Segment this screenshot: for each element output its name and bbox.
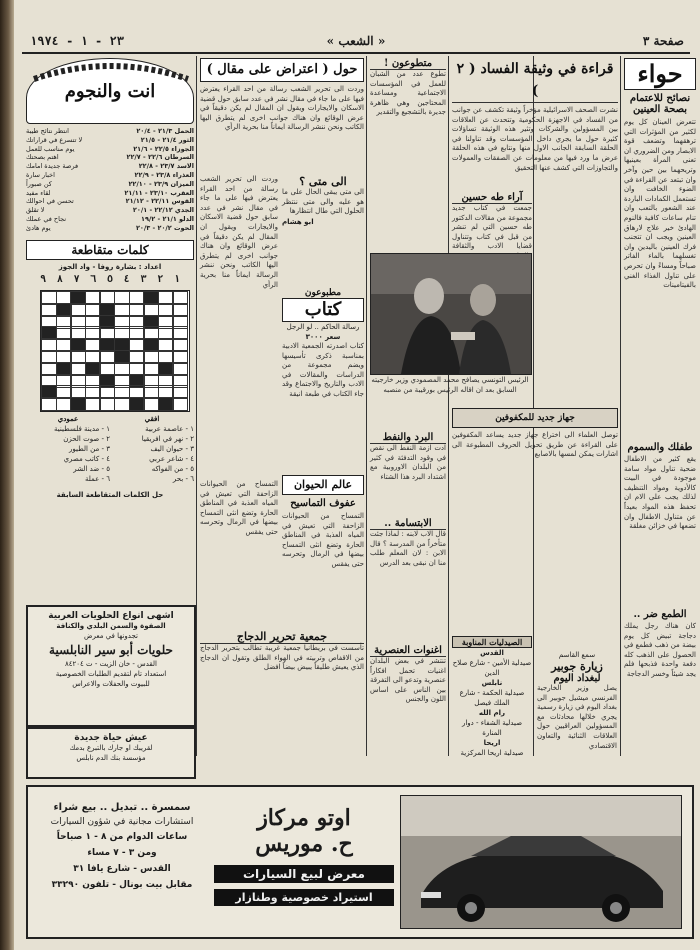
crossword-cell[interactable]	[130, 339, 144, 351]
pharmacy-city-4: اريحا	[483, 739, 501, 747]
crossword-digit: ٢	[157, 274, 164, 285]
auto-strip-2: استيراد خصوصية وطنازار	[214, 889, 394, 906]
crossword-clue-across: ٣ - حيوان اليف	[150, 445, 194, 453]
device-header-strip	[452, 408, 618, 428]
crossword-cell[interactable]	[115, 386, 129, 398]
hawwa-title: حواء	[624, 58, 696, 90]
horoscope-sign-row	[26, 171, 194, 180]
crossword-black-cell	[130, 398, 144, 410]
crossword-cell[interactable]	[159, 304, 173, 316]
horoscope-sign-text: لا تتسرع في قراراتك	[26, 135, 83, 144]
crossword-digit-row	[26, 274, 194, 285]
crossword-cell[interactable]	[86, 398, 100, 410]
horoscope-sign-text: يوم مناسب للعمل	[26, 144, 75, 153]
crossword-cell[interactable]	[144, 363, 158, 375]
crossword-cell[interactable]	[144, 327, 158, 339]
crossword-cell[interactable]	[115, 327, 129, 339]
across-label: افقي	[144, 414, 160, 423]
crossword-black-cell	[42, 386, 56, 398]
crossword-cell[interactable]	[57, 327, 71, 339]
book-title: كتاب	[282, 298, 364, 322]
crossword-cell[interactable]	[130, 363, 144, 375]
crossword-clue-across: ٥ - من الفواكه	[151, 465, 194, 473]
animals-article	[282, 475, 364, 625]
crossword-black-cell	[159, 398, 173, 410]
crossword-digit: ٣	[140, 274, 147, 285]
objection-article	[200, 58, 364, 168]
racist-body: تنتشر في بعض البلدان اغنيات تحمل افكاراً عنصرية وتدعو الى التفرقة بين الناس على اساس اللون والجنس	[370, 657, 446, 704]
crossword-clue-across: ٤ - شاعر عربي	[149, 455, 194, 463]
pharmacy-city-2: نابلس	[481, 679, 503, 687]
hawwa-body: تتعرض العينان كل يوم لكثير من المؤثرات التي ترهقهما وتضعف قوة الابصار ومن الضروري ان تعنى المرأة بعينيها وتريحهما بين حين وآخر وان تبتعد عن القراءة في الضوء الخافت وان تستعمل الكمادات الباردة عند الشعور بالتعب وان تنام ساعات كافية فالنوم الهادئ خير علاج لارهاق العينين ويجب ان تتجنب فرك العينين باليدين وان تغسلهما بالماء الفاتر صباحاً ومساءً وان تحرص على تناول الغذاء الغني بالفيتامينات	[624, 118, 696, 290]
crossword-black-cell	[115, 351, 129, 363]
hawwa-subtitle-1: نصائح للاعتمام	[629, 93, 691, 104]
volunteers-title: متطوعون !	[370, 58, 446, 70]
hawwa-subhead-1: طفلك والسموم	[627, 442, 693, 453]
until-when-signoff: ابو هشام	[282, 217, 314, 226]
volunteers-article	[370, 58, 446, 248]
page-label: صفحة ٣	[642, 34, 684, 48]
horoscope-sign-text: كن صبوراً	[26, 179, 52, 188]
horoscope-sign-row	[26, 224, 194, 233]
crossword-cell[interactable]	[130, 351, 144, 363]
photo-caption: الرئيس التونسي يصافح محمد المصمودي وزير خارجيته السابق بعد ان اقاله الرئيس بورقيبة من منصبه	[371, 376, 529, 394]
horoscope-sign-text: لا تقلق	[26, 206, 45, 215]
pharmacy-line-2: صيدلية الحكمة - شارع الملك فيصل	[459, 689, 525, 707]
horoscope-sign-name: الميزان ٢٣/٩ - ٢٢/١٠	[128, 179, 194, 188]
crossword-cell[interactable]	[144, 398, 158, 410]
horoscope-sign-text: انتظر نتائج طيبة	[26, 127, 69, 135]
crossword-cell[interactable]	[173, 363, 187, 375]
crossword-cell[interactable]	[71, 363, 85, 375]
horoscope-sign-row	[26, 153, 194, 162]
hawwa-subbody-1: يقع كثير من الاطفال ضحية تناول مواد سامة موجودة في البيت كالأدوية ومواد التنظيف لذلك يجب على الام ان تحفظ هذه المواد بعيداً عن متناول الاطفال وان تضعها في خزائن مغلقة	[624, 455, 696, 531]
crossword-cell[interactable]	[115, 375, 129, 387]
auto-line6: مقابل بيت بونال - تلفون ٣٣٢٩٠	[51, 880, 193, 890]
crossword-cell[interactable]	[173, 375, 187, 387]
horoscope-sign-text: فرصة جديدة امامك	[26, 162, 79, 171]
volunteers-body: تطوع عدد من الشبان للعمل في المؤسسات الاجتماعية ومساعدة المحتاجين وهي ظاهرة جديرة بالتشجيع والتقدير	[370, 70, 446, 117]
animals-label: عالم الحيوان	[282, 475, 364, 495]
crossword-clue-across: ٢ - نهر في افريقيا	[141, 435, 194, 443]
horoscope-sign-text: نجاح في عملك	[26, 214, 67, 223]
car-image	[401, 796, 681, 928]
jobert-subtitle: لبغداد اليوم	[553, 673, 601, 684]
crossword-cell[interactable]	[144, 375, 158, 387]
animals-body: التمساح من الحيوانات الزاحفة التي تعيش في المياه العذبة في المناطق الحارة وتضع انثى التمساح بيضها في الرمال وتحرسه حتى يفقس	[282, 512, 364, 568]
smile-title: الابتسامة ..	[370, 518, 446, 530]
taha-title: آراء طه حسين	[452, 192, 532, 204]
until-when-article	[282, 175, 364, 285]
crossword-black-cell	[42, 327, 56, 339]
crossword-cell[interactable]	[100, 398, 114, 410]
auto-line1: سمسرة .. تبديل .. بيع شراء	[53, 802, 191, 813]
crossword-clue-across: ٦ - بحر	[172, 475, 194, 483]
crossword-cell[interactable]	[100, 386, 114, 398]
smile-article	[370, 518, 446, 638]
crossword-digit: ٤	[123, 274, 130, 285]
crossword-grid[interactable]	[40, 290, 190, 412]
crossword-cell[interactable]	[57, 375, 71, 387]
crossword-cell[interactable]	[71, 351, 85, 363]
cold-oil-title: البرد والنفط	[370, 432, 446, 444]
sweets-brand: حلويات أبو سير النابلسية	[49, 643, 173, 657]
auto-line5: القدس - شارع يافا ٣١	[73, 864, 171, 874]
crossword-clue-across: ١ - عاصمة عربية	[145, 425, 194, 433]
horoscope-sign-name: الحمل ٢١/٣ - ٢٠/٤	[136, 127, 194, 135]
crossword-digit: ٩	[40, 274, 47, 285]
crossword-digit: ٥	[107, 274, 114, 285]
objection-continued: وردت الى تحرير الشعب رسالة من احد القراء يعترض فيها على ما جاء في مقال نشر في عدد سابق حول قضية الاسكان والايجارات ويقول ان المقال لم يكن دقيقاً في عرض الوقائع وان هناك جوانب اخرى لم يتطرق اليها الكاتب ونحن ننشر الرسالة ايماناً منا بحرية الرأي	[200, 175, 278, 289]
crossword-clue-down: ٢ - صوت الحزن	[63, 435, 110, 443]
crossword-black-cell	[130, 375, 144, 387]
crossword-cell[interactable]	[115, 292, 129, 304]
crossword-cell[interactable]	[86, 386, 100, 398]
horoscope-sign-name: القوس ٢٢/١١ - ٢١/١٢	[125, 197, 194, 206]
horoscope-sign-row	[26, 206, 194, 215]
until-when-body: الى متى يبقى الحال على ما هو عليه والى متى ننتظر الحلول التي طال انتظارها	[282, 188, 364, 216]
chicken-body: تأسست في بريطانيا جمعية غريبة تطالب بتحرير الدجاج من الاقفاص وتربيته في الهواء الطلق وتقول ان الدجاج الذي يعيش طليقاً يبيض بيضاً افضل	[200, 644, 364, 672]
horoscope-sign-row	[26, 162, 194, 171]
until-when-title: الى متى ؟	[299, 175, 347, 188]
sweets-line1: اشهى انواع الحلويات العربية	[48, 611, 174, 621]
device-body: توصل العلماء الى اختراع جهاز جديد يساعد المكفوفين على القراءة عن طريق تحويل الحروف المطبوعة الى اشارات يمكن لمسها بالاصابع	[452, 431, 618, 459]
paper-name: « الشعب »	[326, 34, 386, 48]
crossword-clue-down: ٤ - كاتب مصري	[63, 455, 110, 463]
crossword-title: كلمات متقاطعة	[26, 240, 194, 260]
crossword-cell[interactable]	[159, 339, 173, 351]
crossword-cell[interactable]	[42, 292, 56, 304]
crossword-black-cell	[71, 398, 85, 410]
crossword-clues	[26, 414, 194, 599]
crossword-black-cell	[100, 316, 114, 328]
auto-line3: ساعات الدوام من ٨ - ١ صباحاً	[56, 832, 188, 842]
crossword-cell[interactable]	[86, 304, 100, 316]
crossword-cell[interactable]	[71, 304, 85, 316]
photo-image	[371, 254, 531, 374]
racist-songs-article	[370, 645, 446, 755]
hawwa-subbody-2: كان هناك رجل يملك دجاجة تبيض كل يوم بيضة من ذهب فطمع في الحصول على الذهب كله دفعة واحدة فذبحها فلم يجد شيئاً وخسر الدجاجة	[624, 622, 696, 678]
horoscope-sign-name: الجدي ٢٢/١٢ - ٢٠/١	[132, 206, 194, 215]
horoscope-sign-name: العقرب ٢٣/١٠ - ٢١/١١	[124, 188, 194, 197]
crossword-black-cell	[115, 339, 129, 351]
crossword-cell[interactable]	[173, 316, 187, 328]
horoscope-sign-name: الاسد ٢٣/٧ - ٢٢/٨	[138, 162, 194, 171]
crossword-cell[interactable]	[42, 375, 56, 387]
crossword-black-cell	[144, 316, 158, 328]
horoscope-sign-text: يوم هادئ	[26, 223, 51, 232]
tunisia-president-photo	[370, 253, 532, 375]
crossword-cell[interactable]	[159, 327, 173, 339]
crossword-cell[interactable]	[173, 386, 187, 398]
book-price: سعر ٣٠٠٠	[305, 333, 341, 341]
horoscope-sign-text: تحسن في احوالك	[26, 197, 74, 206]
crossword-cell[interactable]	[173, 398, 187, 410]
pharmacy-line-3: صيدلية الشفاء - دوار المنارة	[461, 719, 523, 737]
crossword-cell[interactable]	[100, 292, 114, 304]
auto-line2: استشارات مجانية في شؤون السيارات	[50, 817, 194, 827]
page-binding	[0, 0, 14, 950]
crossword-cell[interactable]	[144, 304, 158, 316]
hawwa-subhead-2: الطمع ضر ..	[633, 609, 687, 620]
crossword-clue-down: ١ - مدينة فلسطينية	[54, 425, 110, 433]
crossword-cell[interactable]	[100, 327, 114, 339]
crossword-cell[interactable]	[57, 351, 71, 363]
hawwa-column	[624, 58, 696, 758]
pharmacy-line-1: صيدلية الأمين - شارع صلاح الدين	[452, 659, 532, 677]
sweets-line3: تجدونها في معرض	[84, 632, 138, 640]
crossword-cell[interactable]	[115, 398, 129, 410]
book-article	[282, 288, 364, 468]
animals-continued: التمساح من الحيوانات الزاحفة التي تعيش في المياه العذبة في المناطق الحارة وتضع انثى التمساح بيضها في الرمال وتحرسه حتى يفقس	[200, 480, 278, 536]
crossword-cell[interactable]	[173, 339, 187, 351]
zodiac-ring-icon	[29, 61, 193, 81]
crossword-black-cell	[86, 363, 100, 375]
horoscope-sign-row	[26, 136, 194, 145]
jobert-week-label: سمع القاسم	[558, 651, 596, 659]
auto-line4: ومن ٣ - ٧ مساء	[87, 848, 157, 858]
crossword-cell[interactable]	[159, 316, 173, 328]
crossword-cell[interactable]	[42, 398, 56, 410]
crossword-cell[interactable]	[71, 327, 85, 339]
crossword-cell[interactable]	[42, 339, 56, 351]
objection-body: وردت الى تحرير الشعب رسالة من احد القراء يعترض فيها على ما جاء في مقال نشر في عدد سابق حول قضية الاسكان والايجارات ويقول ان المقال لم يكن دقيقاً في عرض الوقائع وان هناك جوانب اخرى لم يتطرق اليها الكاتب ونحن ننشر الرسالة ايماناً منا بحرية الرأي	[200, 85, 364, 132]
crossword-cell[interactable]	[86, 316, 100, 328]
horoscope-signs	[26, 127, 194, 233]
auto-brand-1: اوتو مركاز	[257, 805, 351, 831]
horoscope-sign-row	[26, 127, 194, 136]
pharmacy-city-3: رام الله	[478, 709, 506, 717]
horoscope-sign-row	[26, 197, 194, 206]
horoscope-sign-name: السرطان ٢٢/٦ - ٢٢/٧	[126, 153, 194, 162]
crossword-cell[interactable]	[57, 386, 71, 398]
jobert-title: زيارة جوبير	[551, 660, 603, 673]
cold-oil-article	[370, 432, 446, 512]
sweets-line6: للبيوت والحفلات والاعراس	[72, 680, 150, 688]
crossword-cell[interactable]	[159, 292, 173, 304]
pharmacies-title: الصيدليات المناوبة	[452, 636, 532, 648]
crossword-black-cell	[159, 363, 173, 375]
crossword-cell[interactable]	[71, 386, 85, 398]
sweets-ad	[26, 605, 196, 727]
crossword-cell[interactable]	[173, 351, 187, 363]
crossword-cell[interactable]	[115, 363, 129, 375]
taha-body: جمعت في كتاب جديد مجموعة من مقالات الدكتور طه حسين التي لم تنشر من قبل في كتاب وتتناول قضايا الادب والثقافة	[452, 204, 532, 251]
corruption-title: قراءة في وثيقة الفساد ( ٢ )	[452, 58, 618, 103]
crossword-cell[interactable]	[42, 363, 56, 375]
crossword-digit: ٧	[73, 274, 80, 285]
horoscope-sign-name: الثور ٢١/٤ - ٢١/٥	[140, 135, 194, 144]
crossword-clue-down: ٥ - ضد الشر	[73, 465, 110, 473]
crossword-cell[interactable]	[173, 292, 187, 304]
crossword-black-cell	[57, 363, 71, 375]
crossword-solution-label: حل الكلمات المتقاطعة السابقة	[56, 491, 164, 499]
crossword-cell[interactable]	[130, 386, 144, 398]
crossword-cell[interactable]	[100, 363, 114, 375]
animals-title: عفوف التماسيح	[290, 498, 356, 509]
smile-body: قال الاب لابنه : لماذا جئت متأخراً من المدرسة ؟ قال الابن : لان المعلم طلب منا ان نبقى بعد الدرس	[370, 530, 446, 567]
device-title: جهاز جديد للمكفوفين	[495, 413, 575, 423]
auto-brand-2: ح. موريس	[255, 831, 353, 857]
crossword-cell[interactable]	[86, 351, 100, 363]
crossword-cell[interactable]	[173, 327, 187, 339]
crossword-author: اعداد : بشارة روفا - واد الجوز	[58, 263, 162, 271]
jobert-article	[537, 650, 617, 755]
crossword-black-cell	[71, 339, 85, 351]
crossword-cell[interactable]	[86, 375, 100, 387]
crossword-cell[interactable]	[86, 339, 100, 351]
car-photo	[400, 795, 682, 929]
crossword-cell[interactable]	[57, 292, 71, 304]
crossword-black-cell	[71, 292, 85, 304]
device-article	[452, 408, 618, 558]
crossword-cell[interactable]	[86, 292, 100, 304]
crossword-cell[interactable]	[71, 316, 85, 328]
cold-oil-body: ادت ازمة النفط الى نقص في وقود التدفئة في كثير من البلدان الاوروبية مع اشتداد البرد هذا الشتاء	[370, 444, 446, 481]
pharmacies-box	[452, 636, 532, 757]
horoscope-sign-row	[26, 145, 194, 154]
horoscope-sign-name: الدلو ٢١/١ - ١٩/٢	[141, 214, 194, 223]
horoscope-sign-name: الحوت ٢٠/٢ - ٢٠/٣	[135, 223, 194, 232]
sweets-line5: استعداد تام لتقديم الطلبات الخصوصية	[55, 670, 167, 678]
crossword-black-cell	[144, 292, 158, 304]
hawwa-subtitle-2: بصحة العينين	[632, 104, 688, 115]
crossword-clue-down: ٣ - من الطيور	[69, 445, 110, 453]
book-label: مطبوعون	[304, 288, 342, 298]
crossword-clue-down: ٦ - عملة	[84, 475, 110, 483]
chicken-title: جمعية تحرير الدجاج	[200, 630, 364, 644]
corruption-body: نشرت الصحف الاسرائيلية مؤخراً وثيقة تكشف عن جوانب من الفساد في الاجهزة الحكومية وتتحدث عن العلاقات بين المسؤولين والشركات وتثير هذه الوثيقة تساؤلات كثيرة حول ما يجري داخل المؤسسات وقد تناولنا في الحلقة السابقة الجانب الاول منها ونتابع في هذه الحلقة عرض ما ورد فيها من معلومات عن الصفقات والعمولات والتجاوزات التي كشف عنها التحقيق	[452, 106, 618, 172]
auto-strip-1: معرض لبيع السيارات	[214, 865, 394, 883]
book-sub: رسالة الحاكم .. لو الرجل	[286, 323, 360, 331]
crossword-cell[interactable]	[86, 327, 100, 339]
taha-hussein-article	[452, 192, 532, 252]
crossword-cell[interactable]	[173, 304, 187, 316]
pharmacy-city-1: القدس	[480, 649, 504, 657]
horoscope-sign-text: اهتم بصحتك	[26, 153, 59, 162]
book-body: كتاب اصدرته الجمعية الادبية بمناسبة ذكرى تأسيسها ويضم مجموعة من الدراسات والمقالات في الادب والتاريخ والاجتماع وقد جاء الكتاب في طبعة انيقة	[282, 342, 364, 398]
down-label: عمودي	[57, 414, 79, 423]
crossword-cell[interactable]	[159, 375, 173, 387]
crossword-cell[interactable]	[42, 304, 56, 316]
blood-line2: لقريبك او جارك بالتبرع بدمك	[69, 744, 153, 752]
horoscope-sign-text: لقاء مفيد	[26, 188, 51, 197]
horoscope-sign-row	[26, 180, 194, 189]
pharmacy-line-4: صيدلية اريحا المركزية	[460, 749, 524, 757]
chicken-article	[200, 630, 364, 755]
crossword-cell[interactable]	[144, 351, 158, 363]
horoscope-box	[26, 58, 194, 238]
crossword-cell[interactable]	[144, 386, 158, 398]
horoscope-sign-row	[26, 215, 194, 224]
crossword-digit: ١	[173, 274, 180, 285]
sweets-line2: الصفوة والسمن البلدي والكنافة	[56, 622, 166, 630]
crossword-cell[interactable]	[130, 327, 144, 339]
crossword-black-cell	[144, 339, 158, 351]
crossword-digit: ٨	[56, 274, 63, 285]
horoscope-sign-name: الجوزاء ٢٢/٥ - ٢١/٦	[133, 144, 194, 153]
blood-line3: مؤسسة بنك الدم نابلس	[76, 754, 146, 762]
horoscope-banner	[26, 58, 194, 124]
crossword-black-cell	[100, 375, 114, 387]
crossword-cell[interactable]	[57, 339, 71, 351]
page-header	[22, 32, 690, 54]
crossword-cell[interactable]	[71, 375, 85, 387]
blood-line1: عيش حياة جديدة	[74, 733, 148, 743]
auto-center-ad	[26, 785, 694, 939]
crossword-cell[interactable]	[100, 351, 114, 363]
blood-bank-ad	[26, 727, 196, 779]
crossword-cell[interactable]	[130, 292, 144, 304]
crossword-cell[interactable]	[57, 316, 71, 328]
horoscope-title: انت والنجوم	[64, 81, 156, 102]
racist-title: اغنوات العنصرية	[370, 645, 446, 657]
horoscope-sign-name: العذراء ٢٣/٨ - ٢٢/٩	[134, 170, 194, 179]
crossword-cell[interactable]	[115, 316, 129, 328]
crossword-black-cell	[57, 304, 71, 316]
crossword-cell[interactable]	[130, 316, 144, 328]
objection-title: حول ( اعتراض على مقال )	[200, 58, 364, 82]
crossword-cell[interactable]	[115, 304, 129, 316]
crossword-digit: ٦	[90, 274, 97, 285]
crossword-black-cell	[100, 339, 114, 351]
horoscope-sign-row	[26, 189, 194, 198]
crossword-cell[interactable]	[42, 351, 56, 363]
crossword-cell[interactable]	[159, 386, 173, 398]
crossword-black-cell	[100, 304, 114, 316]
crossword-cell[interactable]	[57, 398, 71, 410]
horoscope-sign-text: اخبار سارة	[26, 170, 55, 179]
sweets-address: القدس - خان الزيت - ت ٨٤٢٠٤	[64, 660, 157, 668]
crossword-cell[interactable]	[42, 316, 56, 328]
jobert-body: يصل وزير الخارجية الفرنسي ميشيل جوبير الى بغداد اليوم في زيارة رسمية يجري خلالها محادثات مع المسؤولين العراقيين حول العلاقات الثنائية والتعاون الاقتصادي	[537, 684, 617, 750]
issue-date: ٢٣ - ١ - ١٩٧٤	[30, 34, 124, 48]
crossword-cell[interactable]	[130, 304, 144, 316]
crossword-cell[interactable]	[159, 351, 173, 363]
